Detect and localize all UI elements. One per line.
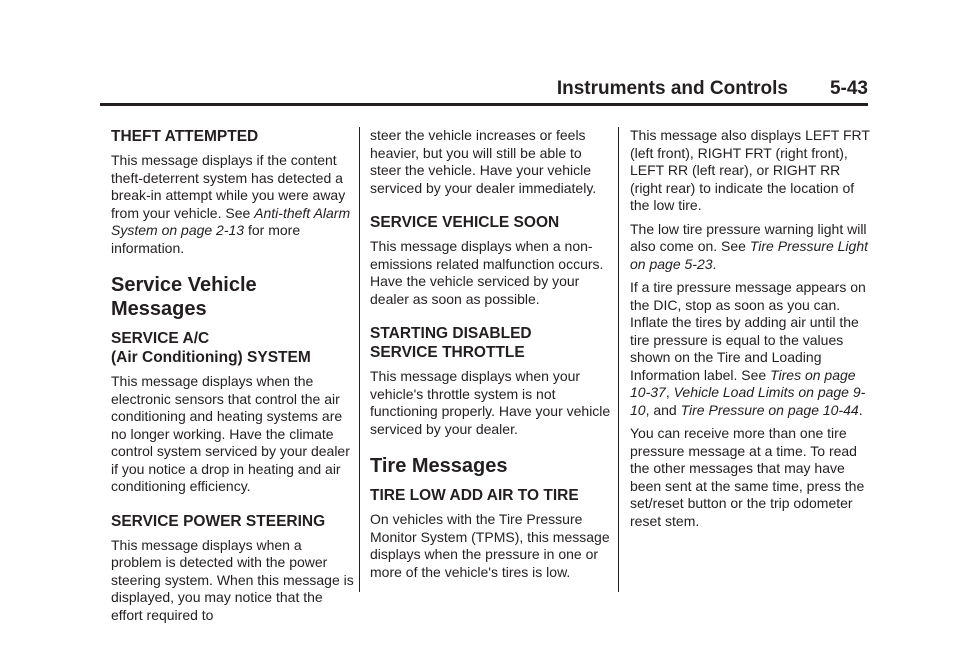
page-number: 5-43 — [829, 78, 868, 99]
paragraph-power-steering: This message displays when a problem is detected with the power steering system. When this message is displayed, you may notice that the effort required to — [111, 536, 354, 623]
heading-service-ac: SERVICE A/C (Air Conditioning) SYSTEM — [111, 330, 311, 366]
cross-reference: Tire Pressure Light on page 5-23 — [630, 238, 869, 272]
page-header — [100, 78, 868, 104]
paragraph-theft: This message displays if the content theft-deterrent system has detected a break-in attempt while you were away from your vehicle. See Anti-theft Alarm System on page 2-13 for more information. — [111, 152, 351, 256]
heading-power-steering: SERVICE POWER STEERING — [111, 512, 326, 530]
column-1 — [111, 127, 354, 630]
column-divider — [359, 127, 360, 592]
paragraph-multiple-messages: You can receive more than one tire pressure message at a time. To read the other messages that may have been sent at the same time, press the set/reset button or the trip odometer reset stem. — [630, 425, 865, 529]
heading-service-vehicle-messages: Service Vehicle Messages — [111, 274, 257, 320]
paragraph-warning-light: The low tire pressure warning light will also come on. See Tire Pressure Light on page 5-23. — [630, 220, 869, 272]
heading-service-vehicle-soon: SERVICE VEHICLE SOON — [370, 214, 560, 231]
paragraph-location: This message also displays LEFT FRT (left front), RIGHT FRT (right front), LEFT RR (left rear), or RIGHT RR (right rear) to indicate the location of the low tire. — [630, 127, 870, 213]
cross-reference: Tire Pressure on page 10-44 — [680, 401, 859, 418]
column-2 — [370, 127, 613, 587]
paragraph-steering-continued: steer the vehicle increases or feels heavier, but you will still be able to steer the vehicle. Have your vehicle serviced by your dealer immediately. — [370, 127, 597, 196]
cross-reference: Anti-theft Alarm System on page 2-13 — [111, 204, 351, 238]
heading-theft-attempted: THEFT ATTEMPTED — [111, 128, 259, 145]
heading-tire-messages: Tire Messages — [370, 455, 508, 477]
section-title: Instruments and Controls — [556, 78, 788, 99]
column-3 — [630, 127, 873, 536]
heading-starting-disabled: STARTING DISABLED SERVICE THROTTLE — [370, 325, 532, 361]
cross-reference: Tires on page 10-37 — [630, 366, 856, 400]
paragraph-ac: This message displays when the electronic sensors that control the air conditioning and heating systems are no longer working. Have the climate control system serviced by your dealer if you notice a drop in heating and air conditioning efficiency. — [111, 373, 350, 494]
cross-reference: Vehicle Load Limits on page 9-10 — [630, 384, 866, 418]
column-divider — [618, 127, 619, 592]
heading-tire-low: TIRE LOW ADD AIR TO TIRE — [370, 487, 579, 504]
paragraph-inflate: If a tire pressure message appears on the DIC, stop as soon as you can. Inflate the tires by adding air until the tire pressure is equal to the values shown on the Tire and Loading Information label. See Tires on page 10-37, Vehicle Load Limits on page 9-10, and Tire Pressure on page 10-44. — [630, 279, 866, 418]
paragraph-starting-disabled: This message displays when your vehicle's throttle system is not functioning properly. Have your vehicle serviced by your dealer. — [370, 368, 611, 437]
header-rule — [100, 103, 868, 106]
paragraph-service-soon: This message displays when a non-emissions related malfunction occurs. Have the vehicle serviced by your dealer as soon as possible. — [370, 238, 604, 307]
paragraph-tire-low: On vehicles with the Tire Pressure Monitor System (TPMS), this message displays when the pressure in one or more of the vehicle's tires is low. — [370, 511, 610, 580]
